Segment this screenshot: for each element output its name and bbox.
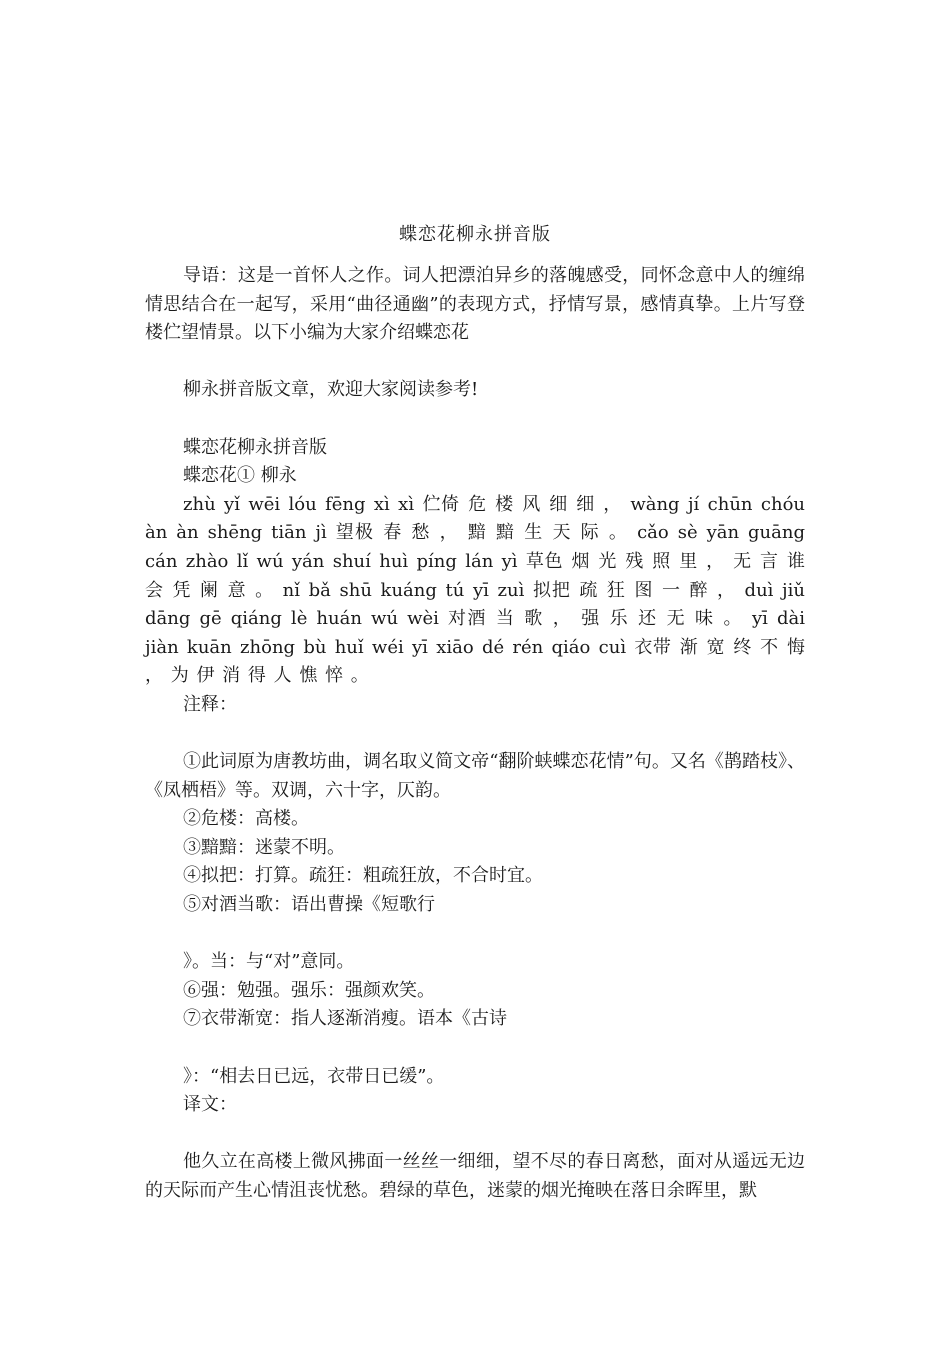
note-6: ⑥强：勉强。强乐：强颜欢笑。 [183,979,435,1001]
document-title: 蝶恋花柳永拼音版 [399,224,551,245]
document-body [145,262,805,1206]
intro-paragraph: 导语：这是一首怀人之作。词人把漂泊异乡的落魄感受，同怀念意中人的缠绵情思结合在一起写，采用“曲径通幽”的表现方式，抒情写景，感情真挚。上片写登楼伫望情景。以下小编为大家介绍蝶恋花 [145,265,805,344]
note-1: ①此词原为唐教坊曲，调名取义简文帝“翻阶蛱蝶恋花情”句。又名《鹊踏枝》、《凤栖梧》等。双调，六十字，仄韵。 [145,751,805,801]
note-2: ②危楼：高楼。 [183,808,309,830]
intro-continuation: 柳永拼音版文章，欢迎大家阅读参考! [183,379,479,401]
note-7-start: ⑦衣带渐宽：指人逐渐消瘦。语本《古诗 [183,1008,507,1030]
notes-label: 注释： [183,693,237,715]
note-3: ③黯黯：迷蒙不明。 [183,836,345,858]
note-5-start: ⑤对酒当歌：语出曹操《短歌行 [183,894,435,916]
note-5-end: 》。当：与“对”意同。 [183,951,355,973]
translation-label: 译文： [183,1094,237,1116]
poem-pinyin-text: zhù yǐ wēi lóu fēng xì xì 伫倚 危 楼 风 细 细 ， wàng jí chūn chóu àn àn shēng tiān jì 望极 春 愁 ， 黯 黯 生 天 际 。 cǎo sè yān guāng cán zhào lǐ wú yán shuí huì píng lán yì 草色 烟 光 残 照 里 ， 无 言 谁 会 凭 阑 意 。 nǐ bǎ shū kuáng tú yī zuì 拟把 疏 狂 图 一 醉 ， duì jiǔ dāng gē qiáng lè huán wú wèi 对酒 当 歌 ， 强 乐 还 无 味 。 yī dài jiàn kuān zhōng bù huǐ wéi yī xiāo dé rén qiáo cuì 衣带 渐 宽 终 不 悔 ， 为 伊 消 得 人 憔 悴 。 [145,493,805,687]
note-4: ④拟把：打算。疏狂：粗疏狂放，不合时宜。 [183,865,543,887]
poem-title: 蝶恋花① 柳永 [183,465,297,487]
note-7-end: 》：“相去日已远，衣带日已缓”。 [183,1065,445,1087]
section-heading: 蝶恋花柳永拼音版 [183,436,327,458]
translation-paragraph: 他久立在高楼上微风拂面一丝丝一细细，望不尽的春日离愁，面对从遥远无边的天际而产生心情沮丧忧愁。碧绿的草色，迷蒙的烟光掩映在落日余晖里，默 [145,1151,805,1201]
